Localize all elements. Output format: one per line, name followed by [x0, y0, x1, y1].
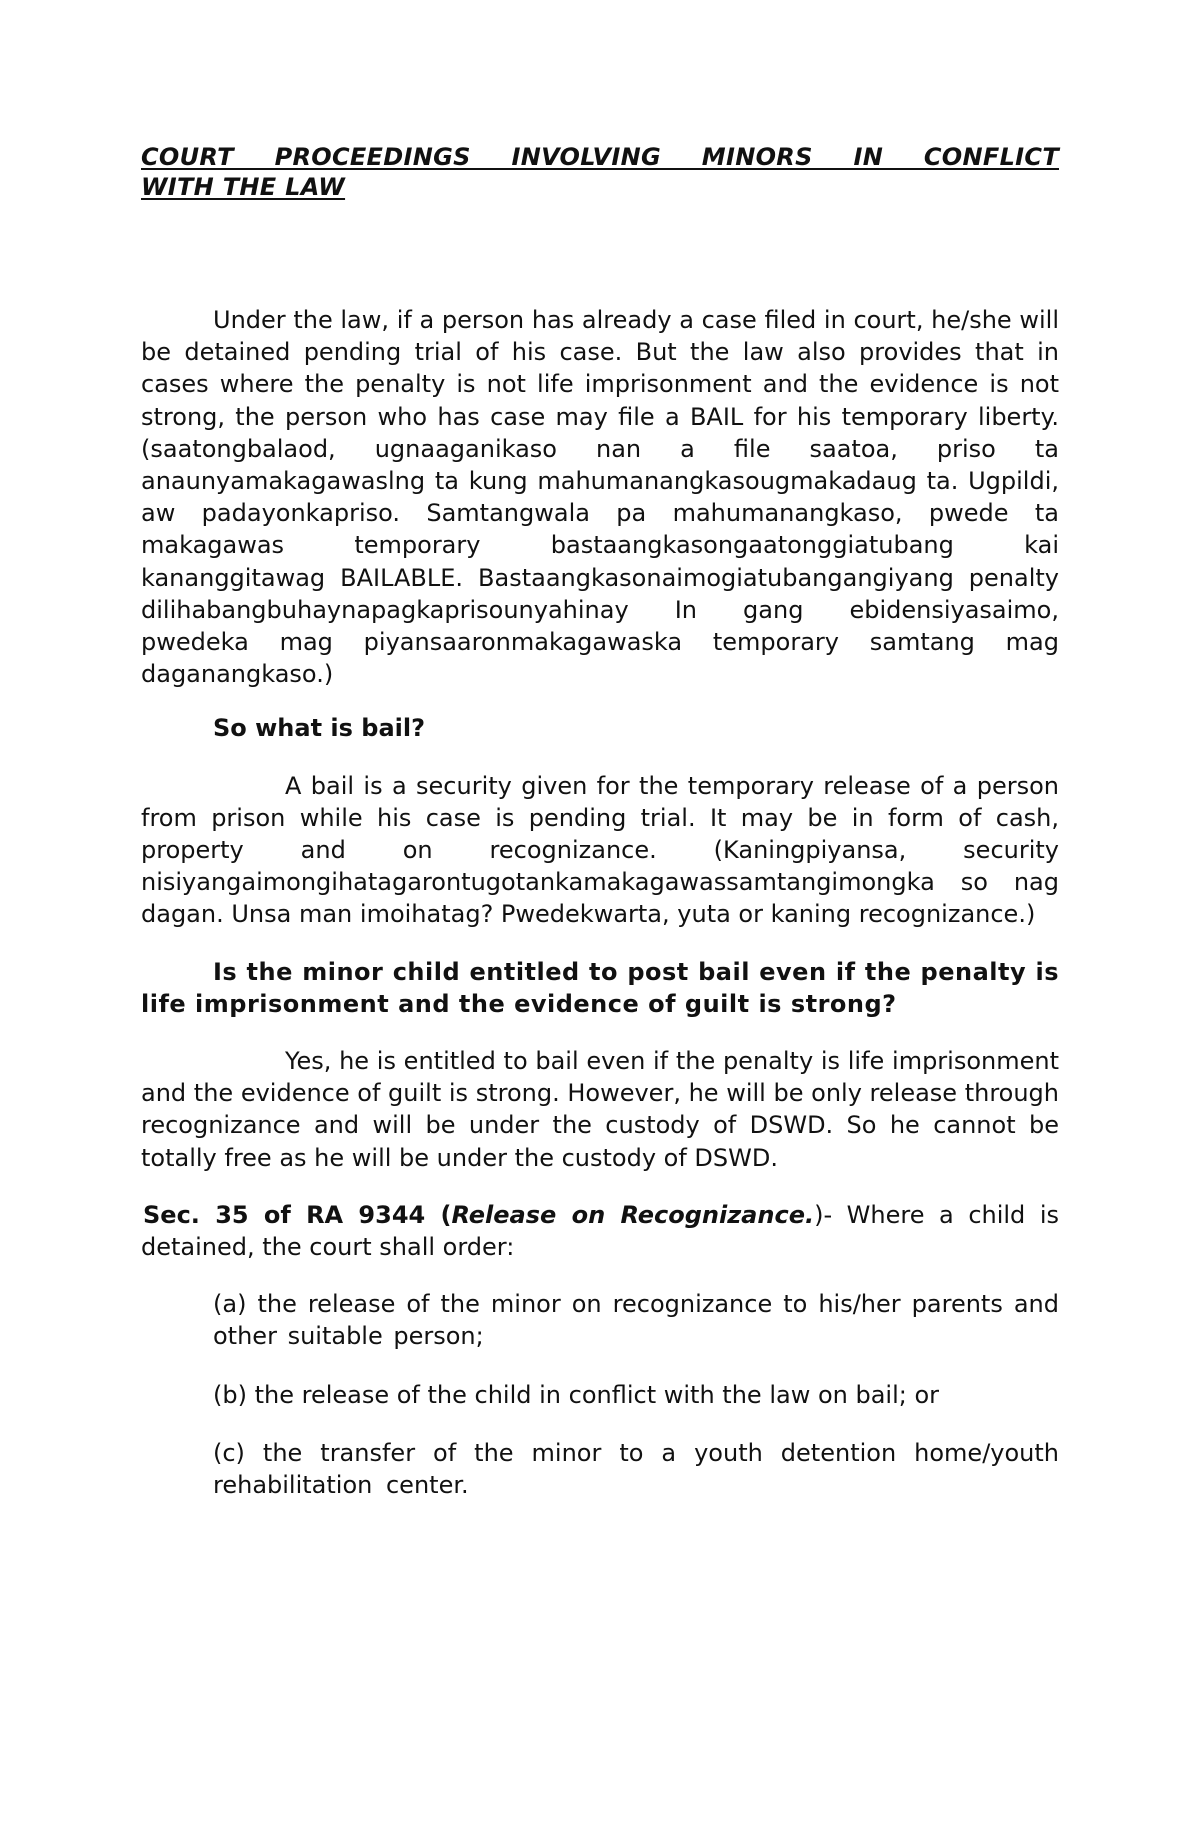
paragraph-bail-intro: Under the law, if a person has already a case filed in court, he/she will be detained pending trial of his case. But the law also provides that in cases where the penalty is not life imprisonment and the evidence is not strong, the person who has case may file a BAIL for his temporary liberty.(saatongbalaod, ugnaaganikaso nan a file saatoa, priso ta anaunyamakagawaslng ta kung mahumanangkasougmakadaug ta. Ugpildi, aw padayonkapriso. Samtangwala pa mahumanangkaso, pwede ta makagawas temporary bastaangkasongaatonggiatubang kai kananggitawag BAILABLE. Bastaangkasonaimogiatubangangiyang penalty dilihabangbuhaynapagkaprisounyahinay In gang ebidensiyasaimo, pwedeka mag piyansaaronmakagawaska temporary samtang mag daganangkaso.) [141, 306, 1059, 689]
heading-minor-entitled-to-bail: Is the minor child entitled to post bail even if the penalty is life imprisonment and the evidence of guilt is strong? [141, 957, 1059, 1018]
list-item-b: (b) the release of the child in conflict with the law on bail; or [213, 1380, 940, 1409]
document-title-line-2: WITH THE LAW [141, 173, 346, 201]
paragraph-bail-definition: A bail is a security given for the temporary release of a person from prison while his case is pending trial. It may be in form of cash, property and on recognizance. (Kaningpiyansa, security nisiyangaimongihatagarontugotankamakagawassamtangimongka so nag dagan. Unsa man imoihatag? Pwedekwarta, yuta or kaning recognizance.) [141, 771, 1059, 929]
list-item-a: (a) the release of the minor on recognizance to his/her parents and other suitable person; [213, 1290, 1059, 1351]
paragraph-minor-bail-answer: Yes, he is entitled to bail even if the penalty is life imprisonment and the evidence of guilt is strong. However, he will be only release through recognizance and will be under the custody of DSWD. So he cannot be totally free as he will be under the custody of DSWD. [141, 1047, 1059, 1172]
section-open-paren: ( [425, 1200, 452, 1229]
section-title: Release on Recognizance. [451, 1200, 815, 1229]
section-reference: Sec. 35 of RA 9344 [143, 1200, 426, 1229]
document-title [141, 142, 1059, 202]
document-body [141, 142, 1059, 1501]
section-35-ra-9344 [141, 1199, 1059, 1263]
document-title-line-1: COURT PROCEEDINGS INVOLVING MINORS IN CONFLICT [141, 143, 1059, 171]
section-text: - Where a child is detained, the court shall order: [141, 1200, 1060, 1262]
list-item-c: (c) the transfer of the minor to a youth detention home/youth rehabilitation center. [213, 1438, 1059, 1500]
section-close-paren: ) [814, 1200, 824, 1229]
heading-what-is-bail: So what is bail? [213, 714, 426, 743]
